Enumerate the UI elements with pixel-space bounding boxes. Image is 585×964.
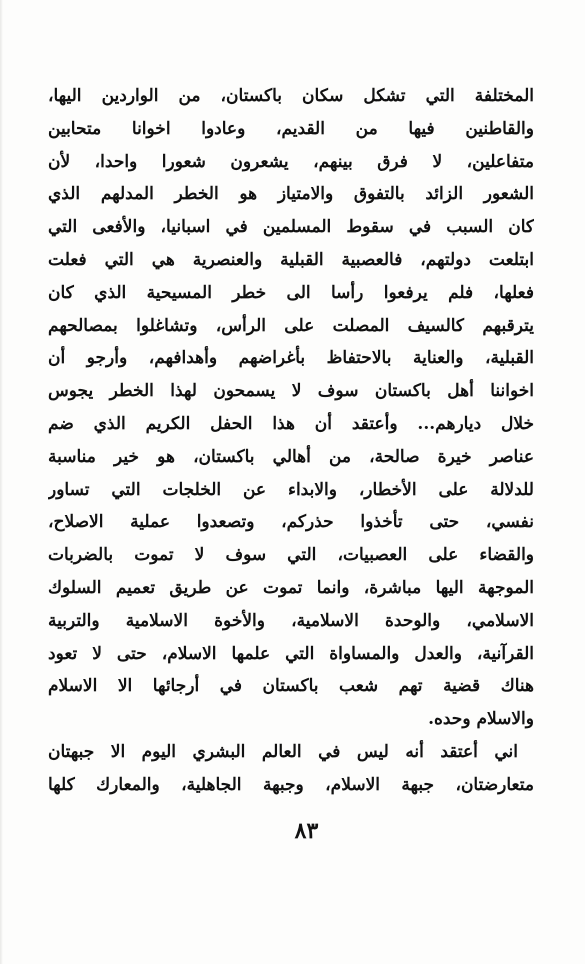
text-line: كان السبب في سقوط المسلمين في اسبانيا، والأفعى التي bbox=[48, 217, 534, 238]
text-line: عناصر خيرة صالحة، من أهالي باكستان، هو خير مناسبة bbox=[48, 446, 534, 467]
text-line: متعارضتان، جبهة الاسلام، وجبهة الجاهلية، والمعارك كلها bbox=[48, 774, 534, 795]
text-line: والقاطنين فيها من القديم، وعادوا اخوانا متحابين bbox=[48, 118, 534, 139]
page-edge-shadow bbox=[0, 0, 3, 964]
text-line: والاسلام وحده. bbox=[428, 709, 534, 730]
text-line: ابتلعت دولتهم، فالعصبية القبلية والعنصرية هي التي فعلت bbox=[48, 249, 534, 270]
text-line: القبلية، والعناية بالاحتفاظ بأغراضهم وأهدافهم، وأرجو أن bbox=[48, 348, 534, 369]
text-line: للدلالة على الأخطار، والابداء عن الخلجات التي تساور bbox=[48, 479, 534, 500]
text-line: والقضاء على العصبيات، التي سوف لا تموت بالضربات bbox=[48, 545, 534, 566]
text-line: المختلفة التي تشكل سكان باكستان، من الواردين اليها، bbox=[48, 86, 534, 106]
page-number: ٨٣ bbox=[294, 818, 319, 844]
text-line: فعلها، فلم يرفعوا رأسا الى خطر المسيحية الذي كان bbox=[48, 282, 534, 303]
text-line: يترقبهم كالسيف المصلت على الرأس، وتشاغلوا بمصالحهم bbox=[48, 315, 534, 336]
text-line: هناك قضية تهم شعب باكستان في أرجائها الا الاسلام bbox=[48, 676, 534, 697]
text-line: اني أعتقد أنه ليس في العالم البشري اليوم الا جبهتان bbox=[48, 742, 518, 762]
text-line: القرآنية، والعدل والمساواة التي علمها الاسلام، حتى لا تعود bbox=[48, 643, 534, 664]
text-line: الاسلامي، والوحدة الاسلامية، والأخوة الاسلامية والتربية bbox=[48, 610, 534, 631]
text-line: متفاعلين، لا فرق بينهم، يشعرون شعورا واحدا، لأن bbox=[48, 151, 534, 172]
text-line: الشعور الزائد بالتفوق والامتياز هو الخطر المدلهم الذي bbox=[48, 184, 534, 205]
paragraph-2 bbox=[48, 736, 534, 802]
text-line: خلال ديارهم... وأعتقد أن هذا الحفل الكريم الذي ضم bbox=[48, 413, 534, 434]
text-line: نفسي، حتى تأخذوا حذركم، وتصعدوا عملية الاصلاح، bbox=[48, 512, 534, 533]
text-line: الموجهة اليها مباشرة، وانما تموت عن طريق تعميم السلوك bbox=[48, 577, 534, 598]
text-line: اخواننا أهل باكستان سوف لا يسمحون لهذا الخطر يجوس bbox=[48, 381, 534, 402]
paragraph-1 bbox=[48, 80, 534, 736]
